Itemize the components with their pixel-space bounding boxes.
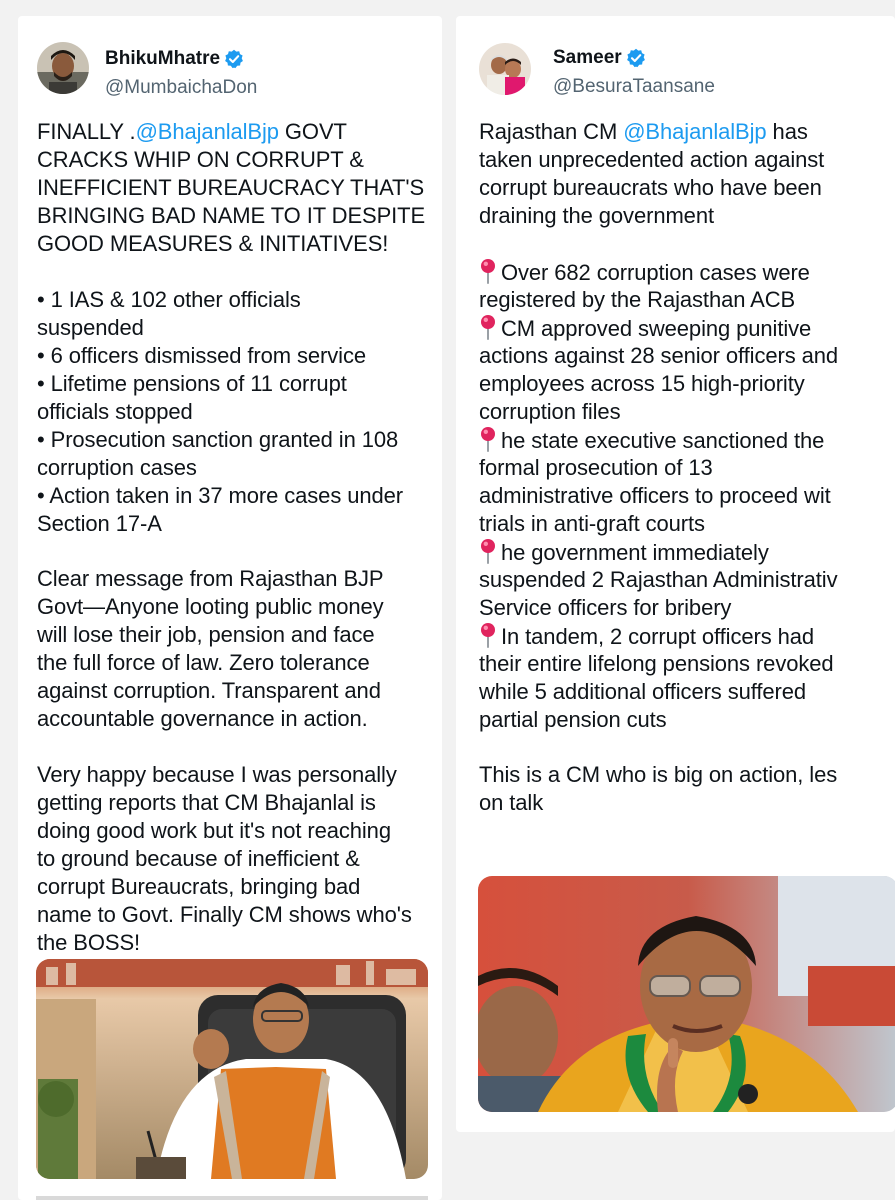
text-line — [37, 426, 442, 454]
text-segment: corruption cases — [37, 454, 197, 480]
text-line — [37, 398, 442, 426]
text-segment: BRINGING BAD NAME TO IT DESPITE — [37, 203, 426, 228]
text-line — [37, 118, 442, 146]
text-line — [479, 622, 895, 650]
text-segment: corrupt bureaucrats who have been — [479, 175, 822, 200]
text-segment: Section 17-A — [37, 510, 162, 536]
text-line — [37, 202, 442, 230]
round-pushpin-icon — [479, 622, 497, 648]
text-line — [479, 678, 895, 706]
tweet-text — [37, 118, 442, 957]
text-line — [479, 174, 895, 202]
text-segment: suspended — [37, 314, 144, 340]
blank-line — [479, 230, 895, 258]
text-line — [479, 398, 895, 426]
text-line — [37, 621, 442, 649]
name-row — [553, 47, 646, 69]
name-row — [105, 48, 244, 70]
text-line — [479, 118, 895, 146]
text-segment: taken unprecedented action against — [479, 147, 825, 172]
tweet-card-right[interactable] — [456, 16, 895, 1132]
text-segment: CM approved sweeping punitive — [501, 315, 812, 341]
text-segment: This is a CM who is big on action, les — [479, 762, 838, 787]
round-pushpin-icon — [479, 258, 497, 284]
text-segment: INEFFICIENT BUREAUCRACY THAT'S — [37, 175, 425, 200]
text-line — [479, 370, 895, 398]
text-line — [37, 174, 442, 202]
text-line — [37, 286, 442, 314]
text-line — [37, 342, 442, 370]
display-name[interactable]: BhikuMhatre — [105, 48, 221, 69]
text-line — [37, 901, 442, 929]
text-segment: the BOSS! — [37, 929, 141, 955]
display-name[interactable]: Sameer — [553, 47, 622, 68]
next-tweet-edge — [36, 1196, 428, 1200]
blank-line — [37, 733, 442, 761]
text-line — [479, 650, 895, 678]
text-segment: against corruption. Transparent and — [37, 678, 381, 703]
text-segment: corruption files — [479, 398, 621, 424]
text-segment: GOOD MEASURES & INITIATIVES! — [37, 231, 389, 256]
text-line — [37, 454, 442, 482]
text-segment: accountable governance in action. — [37, 706, 368, 731]
text-segment: Clear message from Rajasthan BJP — [37, 566, 384, 591]
text-segment: he state executive sanctioned the — [501, 427, 825, 453]
text-segment: • 1 IAS & 102 other officials — [37, 286, 301, 312]
text-segment: to ground because of inefficient & — [37, 845, 360, 871]
text-line — [479, 202, 895, 230]
text-line — [479, 482, 895, 510]
avatar[interactable] — [37, 42, 89, 94]
text-line — [37, 146, 442, 174]
text-segment: while 5 additional officers suffered — [479, 678, 807, 704]
round-pushpin-icon — [479, 314, 497, 340]
blank-line — [37, 258, 442, 286]
text-segment: Govt—Anyone looting public money — [37, 594, 384, 619]
text-line — [37, 789, 442, 817]
mention-link[interactable]: @BhajanlalBjp — [135, 119, 279, 144]
text-line — [479, 594, 895, 622]
tweet-photo[interactable] — [478, 876, 895, 1112]
text-segment: on talk — [479, 790, 544, 815]
blank-line — [37, 538, 442, 566]
text-line — [479, 146, 895, 174]
text-line — [37, 929, 442, 957]
tweet-card-left[interactable] — [18, 16, 442, 1200]
text-segment: he government immediately — [501, 539, 769, 565]
text-line — [37, 510, 442, 538]
text-line — [37, 845, 442, 873]
text-segment: doing good work but it's not reaching — [37, 817, 391, 843]
text-segment: Over 682 corruption cases were — [501, 259, 810, 285]
text-segment: • Prosecution sanction granted in 108 — [37, 426, 399, 452]
text-line — [37, 482, 442, 510]
tweet-photo[interactable] — [36, 959, 428, 1179]
text-segment: formal prosecution of 13 — [479, 454, 713, 480]
text-line — [479, 342, 895, 370]
text-segment: name to Govt. Finally CM shows who's — [37, 901, 412, 927]
text-segment: the full force of law. Zero tolerance — [37, 650, 370, 675]
text-segment: Service officers for bribery — [479, 594, 732, 620]
verified-badge-icon — [626, 48, 646, 68]
text-segment: actions against 28 senior officers and — [479, 342, 839, 368]
text-line — [479, 706, 895, 734]
text-segment: administrative officers to proceed wit — [479, 482, 831, 508]
text-line — [479, 314, 895, 342]
text-line — [37, 873, 442, 901]
text-line — [37, 649, 442, 677]
mention-link[interactable]: @BhajanlalBjp — [623, 119, 767, 144]
text-segment: officials stopped — [37, 398, 193, 424]
text-segment: trials in anti-graft courts — [479, 510, 705, 536]
text-segment: Rajasthan CM — [479, 119, 624, 144]
tweet-text — [479, 118, 895, 817]
text-segment: their entire lifelong pensions revoked — [479, 650, 834, 676]
text-line — [479, 426, 895, 454]
text-segment: will lose their job, pension and face — [37, 622, 375, 647]
verified-badge-icon — [224, 49, 244, 69]
text-segment: • Action taken in 37 more cases under — [37, 482, 403, 508]
text-segment: partial pension cuts — [479, 706, 667, 732]
text-line — [37, 817, 442, 845]
text-line — [479, 789, 895, 817]
text-segment: corrupt Bureaucrats, bringing bad — [37, 873, 361, 899]
text-line — [479, 761, 895, 789]
text-segment: employees across 15 high-priority — [479, 370, 805, 396]
text-segment: has — [766, 119, 808, 144]
text-line — [37, 593, 442, 621]
text-segment: GOVT — [278, 119, 347, 144]
text-segment: FINALLY . — [37, 119, 136, 144]
user-handle[interactable]: @BesuraTaansane — [553, 76, 715, 97]
text-line — [37, 705, 442, 733]
text-line — [479, 510, 895, 538]
text-line — [37, 761, 442, 789]
avatar[interactable] — [479, 43, 531, 95]
text-line — [37, 314, 442, 342]
blank-line — [479, 734, 895, 762]
user-handle[interactable]: @MumbaichaDon — [105, 77, 258, 98]
text-segment: Very happy because I was personally — [37, 761, 397, 787]
text-segment: registered by the Rajasthan ACB — [479, 286, 796, 312]
text-segment: In tandem, 2 corrupt officers had — [501, 623, 815, 649]
text-line — [479, 286, 895, 314]
text-line — [37, 230, 442, 258]
round-pushpin-icon — [479, 426, 497, 452]
text-segment: getting reports that CM Bhajanlal is — [37, 789, 376, 815]
text-line — [37, 565, 442, 593]
tweet-header — [456, 16, 895, 106]
text-segment: CRACKS WHIP ON CORRUPT & — [37, 147, 364, 172]
round-pushpin-icon — [479, 538, 497, 564]
text-segment: • Lifetime pensions of 11 corrupt — [37, 370, 347, 396]
text-segment: draining the government — [479, 203, 714, 228]
text-line — [37, 677, 442, 705]
text-segment: suspended 2 Rajasthan Administrativ — [479, 566, 838, 592]
text-line — [479, 566, 895, 594]
text-line — [479, 454, 895, 482]
text-segment: • 6 officers dismissed from service — [37, 342, 367, 368]
tweet-header — [18, 16, 442, 106]
text-line — [479, 538, 895, 566]
text-line — [37, 370, 442, 398]
text-line — [479, 258, 895, 286]
